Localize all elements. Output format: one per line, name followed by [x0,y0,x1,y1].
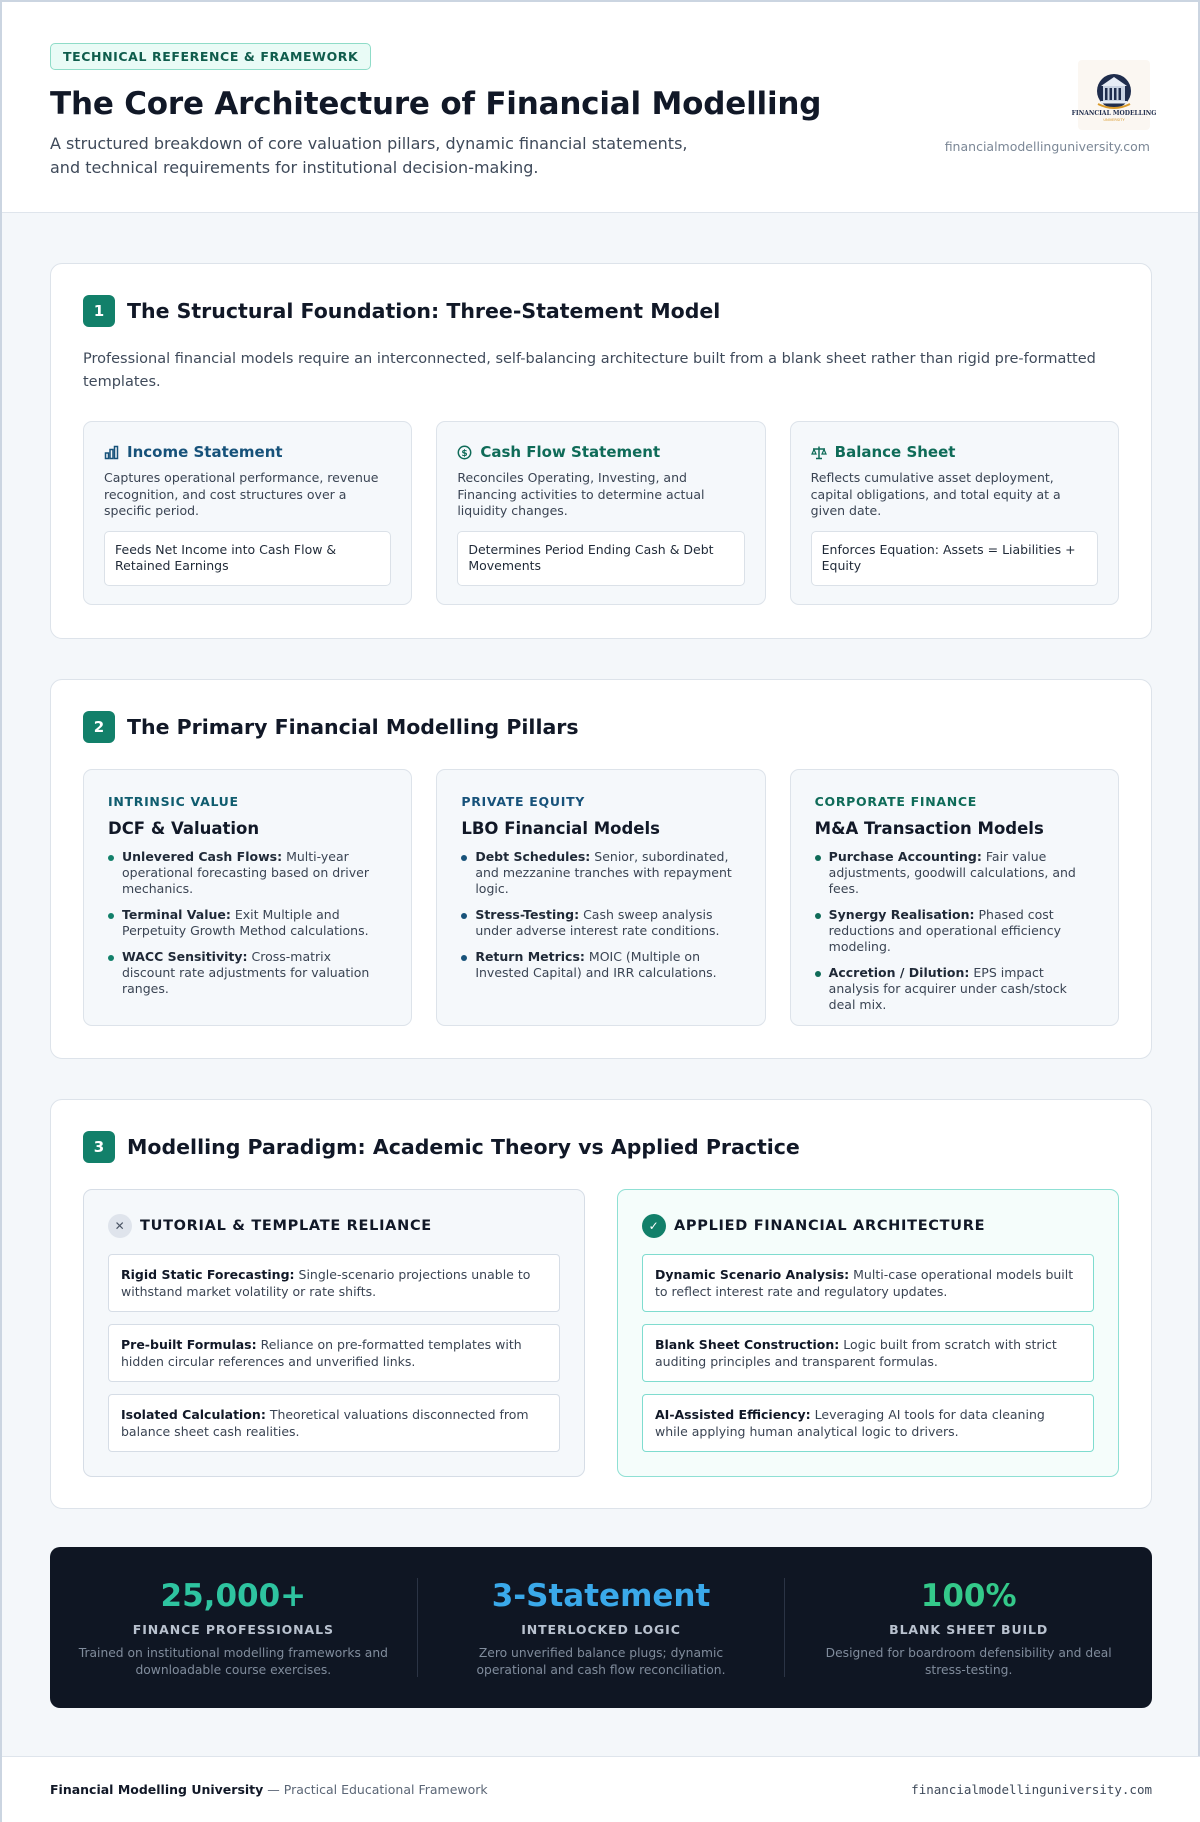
comparison-item: Isolated Calculation: Theoretical valuations disconnected from balance sheet cash realities. [108,1394,560,1452]
page-title: The Core Architecture of Financial Modelling [50,86,822,122]
pillar-bullets [108,849,387,997]
page-subtitle: A structured breakdown of core valuation pillars, dynamic financial statements, and technical requirements for institutional decision-making. [50,134,688,177]
pillar-cards [83,769,1119,1026]
pillar-kicker: CORPORATE FINANCE [814,794,978,809]
bar-chart-icon [104,445,119,460]
svg-text:UNIVERSITY: UNIVERSITY [1103,118,1125,122]
stat-description: Designed for boardroom defensibility and deal stress-testing. [825,1646,1112,1677]
cash-flow-statement-card [436,421,765,605]
applied-architecture-panel [617,1189,1119,1477]
stat-blank-sheet [785,1578,1152,1677]
card-header [104,443,391,461]
stat-label: INTERLOCKED LOGIC [521,1622,681,1637]
paradigm-comparison [83,1189,1119,1477]
pillar-kicker: PRIVATE EQUITY [461,794,586,809]
section-header [83,711,1119,743]
panel-title: TUTORIAL & TEMPLATE RELIANCE [140,1218,432,1234]
footer-site-url[interactable]: financialmodellinguniversity.com [911,1782,1152,1797]
card-text: Reconciles Operating, Investing, and Financing activities to determine actual liquidity changes. [457,470,705,518]
card-text: Reflects cumulative asset deployment, capital obligations, and total equity at a given date. [810,470,1061,518]
section-header [83,1131,1119,1163]
section-modelling-paradigm [50,1099,1152,1509]
check-icon: ✓ [642,1214,666,1238]
pillar-bullets [461,849,740,981]
bullet-item: Stress-Testing: Cash sweep analysis under adverse interest rate conditions. [461,907,740,939]
svg-text:FINANCIAL MODELLING: FINANCIAL MODELLING [1071,110,1157,117]
bullet-item: WACC Sensitivity: Cross-matrix discount rate adjustments for valuation ranges. [108,949,387,997]
bullet-item: Synergy Realisation: Phased cost reductions and operational efficiency modeling. [815,907,1094,955]
stats-banner [50,1547,1152,1708]
section-title: The Structural Foundation: Three-Statement Model [127,299,721,323]
panel-header [642,1214,1094,1238]
university-logo-icon [1071,60,1157,130]
panel-title: APPLIED FINANCIAL ARCHITECTURE [674,1218,986,1234]
pillar-card-ma [790,769,1119,1026]
card-title: Balance Sheet [834,443,956,461]
section-three-statement [50,263,1152,639]
card-title: Cash Flow Statement [480,443,661,461]
stat-value: 3-Statement [491,1578,711,1614]
university-logo [1071,60,1157,130]
card-link-box: Feeds Net Income into Cash Flow & Retained Earnings [104,531,391,586]
footer-brand-name: Financial Modelling University [50,1782,264,1797]
bullet-item: Purchase Accounting: Fair value adjustments, goodwill calculations, and fees. [815,849,1094,897]
section-title: Modelling Paradigm: Academic Theory vs Applied Practice [127,1135,800,1159]
reference-tag: TECHNICAL REFERENCE & FRAMEWORK [50,43,371,70]
comparison-item: Pre-built Formulas: Reliance on pre-formatted templates with hidden circular references and unverified links. [108,1324,560,1382]
stat-professionals [50,1578,418,1677]
dollar-circle-icon [457,445,472,460]
pillar-title: M&A Transaction Models [814,819,1044,838]
section-modelling-pillars [50,679,1152,1059]
comparison-item: Rigid Static Forecasting: Single-scenario projections unable to withstand market volatility or rate shifts. [108,1254,560,1312]
section-description: Professional financial models require an interconnected, self-balancing architecture built from a blank sheet rather than rigid pre-formatted templates. [83,351,1096,390]
stat-description: Trained on institutional modelling frameworks and downloadable course exercises. [78,1646,388,1677]
section-number-badge: 3 [83,1131,115,1163]
balance-sheet-card [790,421,1119,605]
panel-header [108,1214,560,1238]
pillar-bullets [815,849,1094,1013]
pillar-title: DCF & Valuation [108,819,260,838]
card-text: Captures operational performance, revenue recognition, and cost structures over a specific period. [104,470,379,518]
svg-text:$: $ [461,448,468,459]
scales-icon [811,445,827,460]
pillar-kicker: INTRINSIC VALUE [108,794,239,809]
card-header [811,443,1098,461]
footer-tagline: — Practical Educational Framework [263,1782,488,1797]
pillar-card-lbo [436,769,765,1026]
bullet-item: Return Metrics: MOIC (Multiple on Invested Capital) and IRR calculations. [461,949,740,981]
income-statement-card [83,421,412,605]
stat-value: 25,000+ [160,1578,307,1614]
stat-value: 100% [920,1578,1017,1614]
site-url[interactable]: financialmodellinguniversity.com [944,139,1150,154]
template-reliance-panel [83,1189,585,1477]
comparison-item: Dynamic Scenario Analysis: Multi-case operational models built to reflect interest rate and regulatory updates. [642,1254,1094,1312]
bullet-item: Debt Schedules: Senior, subordinated, and mezzanine tranches with repayment logic. [461,849,740,897]
bullet-item: Terminal Value: Exit Multiple and Perpetuity Growth Method calculations. [108,907,387,939]
close-icon: ✕ [108,1214,132,1238]
card-title: Income Statement [127,443,283,461]
footer [2,1756,1200,1822]
bullet-item: Unlevered Cash Flows: Multi-year operational forecasting based on driver mechanics. [108,849,387,897]
statement-cards [83,421,1119,605]
comparison-item: AI-Assisted Efficiency: Leveraging AI tools for data cleaning while applying human analytical logic to drivers. [642,1394,1094,1452]
header [2,2,1198,213]
card-link-box: Determines Period Ending Cash & Debt Movements [457,531,744,586]
pillar-card-dcf [83,769,412,1026]
footer-brand [50,1782,488,1797]
section-header [83,295,1119,327]
bullet-item: Accretion / Dilution: EPS impact analysis for acquirer under cash/stock deal mix. [815,965,1094,1013]
section-title: The Primary Financial Modelling Pillars [127,715,579,739]
section-number-badge: 2 [83,711,115,743]
pillar-title: LBO Financial Models [461,819,660,838]
section-number-badge: 1 [83,295,115,327]
stat-label: FINANCE PROFESSIONALS [132,1622,334,1637]
stat-label: BLANK SHEET BUILD [889,1622,1049,1637]
comparison-item: Blank Sheet Construction: Logic built from scratch with strict auditing principles and transparent formulas. [642,1324,1094,1382]
card-header [457,443,744,461]
card-link-box: Enforces Equation: Assets = Liabilities + Equity [811,531,1098,586]
stat-interlocked-logic [418,1578,786,1677]
stat-description: Zero unverified balance plugs; dynamic operational and cash flow reconciliation. [476,1646,726,1677]
